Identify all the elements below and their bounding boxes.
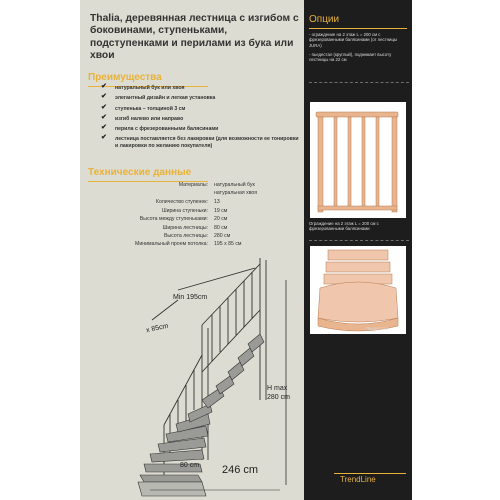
list-item [101,136,301,148]
upper-handrail [202,264,260,325]
railing-photo [310,102,406,218]
list-item [101,95,301,101]
checkmark-icon: ✔ [101,124,107,132]
specs-heading-text: Технические данные [88,167,192,178]
list-item [101,103,301,112]
options-underline [309,28,407,29]
checkmark-icon: ✔ [101,134,107,142]
pedestal-photo [310,246,406,334]
width-label: 80 cm [180,462,200,469]
min-opening-label: Min 195cm [173,294,208,301]
specs-heading [88,167,191,178]
advantages-list [101,85,301,153]
list-item-text: ступенька – толщиной 3 см [115,105,186,112]
list-item-text: лестница поставляется без лакировки (для возможности ее тонировки и лакировки по желанию покупателя) [115,136,299,149]
spec-value: 13 [214,199,220,205]
list-item [101,85,301,91]
depth-label: x 85cm [145,322,170,335]
spec-value: натуральный бук [214,182,255,188]
spec-label: Материалы: [178,182,208,188]
depth-dimension [152,300,178,320]
product-title: Thalia, деревянная лестница с изгибом с боковинами, ступеньками, подступенками и перилами из бука или хвои [90,13,299,62]
list-item [101,113,301,122]
spec-value: 80 см [214,225,228,231]
height-label-2: 280 cm [267,394,290,401]
list-item-text: перила с фрезерованными балясинами [115,126,219,133]
checkmark-icon: ✔ [101,103,107,111]
options-divider [309,240,409,241]
spec-label: Минимальный проем потолка: [135,241,208,247]
spec-label: Высота лестницы: [163,233,208,239]
brand-logo [334,473,406,487]
stair-base [138,482,206,496]
spec-label: Ширина ступеньки: [161,208,208,214]
list-item-text: натуральный бук или хвоя [115,85,185,91]
length-label: 246 cm [222,464,259,476]
list-item-text: изгиб налево или направо [115,115,184,122]
min-opening-dimension [178,268,255,290]
options-heading: Опции [309,14,340,25]
spec-value: 280 см [214,233,231,239]
spec-label: Ширина лестницы: [162,225,208,231]
options-divider [309,82,409,83]
checkmark-icon: ✔ [101,83,107,90]
spec-value: 195 х 85 см [214,241,242,247]
advantages-heading-text: Преимущества [88,72,162,83]
option-item-pedestal: - пьедестал (круглый), поднимает высоту лестницы на 22 см [309,52,392,63]
spec-value: натуральная хвоя [214,190,258,196]
option-item-railing: - ограждение на 2 этаж L = 200 см с фрезерованными балясинами (от лестницы JURA) [309,32,397,48]
brand-line [334,473,406,474]
spec-label: Количество ступенек: [155,199,208,205]
checkmark-icon: ✔ [101,113,107,121]
spec-label: Высота между ступеньками: [139,216,208,222]
brand-text: TrendLine [340,475,376,484]
railing-caption: Ограждение на 2 этаж L = 200 см с фрезерованными балясинами [309,221,379,232]
height-label-1: H max [267,385,288,392]
pedestal-caption: Пьедестал [366,326,388,331]
list-item [101,126,301,132]
checkmark-icon: ✔ [101,93,107,101]
list-item-text: элегантный дизайн и легкая установка [115,95,216,102]
spec-value: 19 см [214,208,228,214]
spec-value: 20 см [214,216,228,222]
advantages-heading [88,72,162,83]
